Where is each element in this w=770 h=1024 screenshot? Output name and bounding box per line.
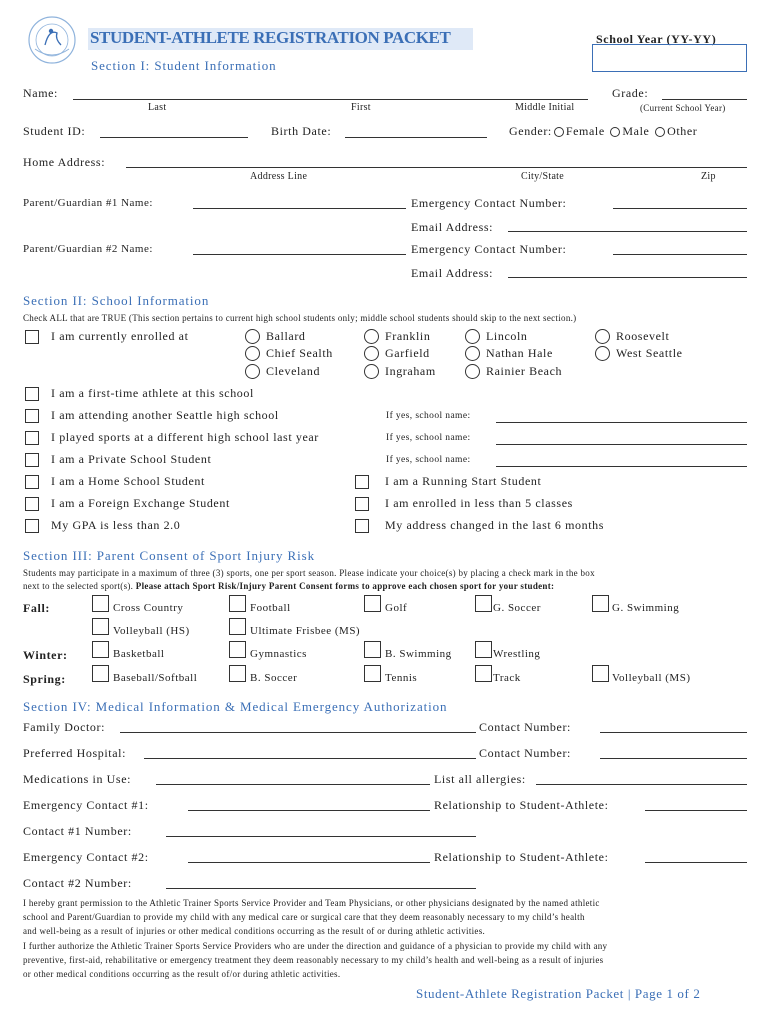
foreign-exchange-checkbox[interactable] [25,497,39,511]
sport-volleyball-ms-checkbox[interactable] [592,665,609,682]
school-lincoln-radio[interactable] [465,329,480,344]
sport-g-soccer-checkbox[interactable] [475,595,492,612]
section-3-intro-line1: Students may participate in a maximum of three (3) sports, one per sport season. Please indicate your choice(s) by placing a check mark in the box [23,568,595,578]
home-school-checkbox[interactable] [25,475,39,489]
emergency2-number-field[interactable] [613,254,747,255]
student-id-field[interactable] [100,137,248,138]
student-id-label: Student ID: [23,124,86,138]
family-doctor-field[interactable] [120,732,476,733]
relationship-1-label: Relationship to Student-Athlete: [434,798,609,812]
guardian1-label: Parent/Guardian #1 Name: [23,197,153,209]
sport-wrestling-checkbox[interactable] [475,641,492,658]
medications-field[interactable] [156,784,430,785]
gender-male-radio[interactable] [610,127,620,137]
email1-label: Email Address: [411,220,494,234]
emergency2-number-label: Emergency Contact Number: [411,242,567,256]
school-chief-sealth-label: Chief Sealth [266,346,333,360]
school-chief-sealth-radio[interactable] [245,346,260,361]
school-ingraham-radio[interactable] [364,364,379,379]
gender-female-label: Female [565,124,605,138]
relationship-1-field[interactable] [645,810,747,811]
school-ballard-radio[interactable] [245,329,260,344]
school-lincoln-label: Lincoln [486,329,528,343]
birth-date-field[interactable] [345,137,487,138]
zip-sublabel: Zip [701,171,716,182]
sport-football-checkbox[interactable] [229,595,246,612]
home-address-field[interactable] [126,167,747,168]
winter-label: Winter: [23,648,68,662]
less-than-5-classes-label: I am enrolled in less than 5 classes [385,496,573,510]
sport-track-checkbox[interactable] [475,665,492,682]
contact-1-number-field[interactable] [166,836,476,837]
page-footer [416,986,700,1002]
preferred-hospital-field[interactable] [144,758,476,759]
sport-g-swimming-label: G. Swimming [612,602,680,614]
school-cleveland-radio[interactable] [245,364,260,379]
spring-label: Spring: [23,672,66,686]
grade-field[interactable] [662,99,747,100]
enrolled-label: I am currently enrolled at [51,329,189,343]
section-1-heading: Section I: Student Information [91,58,277,73]
footer-page-number: 1 [666,986,674,1001]
if-yes-school-field-1[interactable] [496,422,747,423]
birth-date-label: Birth Date: [271,124,332,138]
guardian1-field[interactable] [193,208,406,209]
gpa-label: My GPA is less than 2.0 [51,518,181,532]
if-yes-label-3: If yes, school name: [386,455,471,465]
sport-basketball-checkbox[interactable] [92,641,109,658]
emergency-contact-2-field[interactable] [188,862,430,863]
school-year-field[interactable] [592,44,747,72]
page-title: STUDENT-ATHLETE REGISTRATION PACKET [90,28,451,47]
school-franklin-radio[interactable] [364,329,379,344]
hospital-contact-number-field[interactable] [600,758,747,759]
sport-golf-checkbox[interactable] [364,595,381,612]
school-cleveland-label: Cleveland [266,364,321,378]
emergency-contact-1-label: Emergency Contact #1: [23,798,149,812]
footer-text: Student-Athlete Registration Packet | Page [416,986,663,1001]
sport-track-label: Track [493,672,521,684]
school-rainier-beach-label: Rainier Beach [486,364,563,378]
sport-basketball-label: Basketball [113,648,165,660]
sport-baseball-softball-label: Baseball/Softball [113,672,198,684]
different-hs-last-year-checkbox[interactable] [25,431,39,445]
emergency1-number-label: Emergency Contact Number: [411,196,567,210]
sport-tennis-label: Tennis [385,672,418,684]
if-yes-label-2: If yes, school name: [386,433,471,443]
sport-golf-label: Golf [385,602,408,614]
another-seattle-hs-label: I am attending another Seattle high school [51,408,279,422]
sport-tennis-checkbox[interactable] [364,665,381,682]
guardian2-label: Parent/Guardian #2 Name: [23,243,153,255]
gpa-checkbox[interactable] [25,519,39,533]
sport-cross-country-checkbox[interactable] [92,595,109,612]
emergency1-number-field[interactable] [613,208,747,209]
authorization-para1-line3: and well-being as a result of injuries or other medical conditions occurring as the result of or during athletic activities. [23,926,486,936]
footer-of: of [677,986,690,1001]
gender-other-radio[interactable] [655,127,665,137]
name-field[interactable] [73,99,588,100]
sport-b-swimming-label: B. Swimming [385,648,452,660]
section-3-heading: Section III: Parent Consent of Sport Injury Risk [23,548,315,563]
school-ballard-label: Ballard [266,329,306,343]
family-doctor-label: Family Doctor: [23,720,106,734]
allergies-field[interactable] [536,784,747,785]
private-school-checkbox[interactable] [25,453,39,467]
address-line-sublabel: Address Line [250,171,308,182]
fall-label: Fall: [23,601,50,615]
different-hs-last-year-label: I played sports at a different high school last year [51,430,319,444]
if-yes-school-field-3[interactable] [496,466,747,467]
foreign-exchange-label: I am a Foreign Exchange Student [51,496,230,510]
authorization-para2-line1: I further authorize the Athletic Trainer Sports Service Providers who are under the direction and guidance of a physician to provide my child with any [23,941,608,951]
city-state-sublabel: City/State [521,171,564,182]
medications-label: Medications in Use: [23,772,132,786]
running-start-checkbox[interactable] [355,475,369,489]
school-west-seattle-label: West Seattle [616,346,683,360]
section-3-intro-b: next to the selected sport(s). [23,581,134,591]
athletic-department-logo [27,15,77,65]
middle-initial-sublabel: Middle Initial [515,102,575,113]
gender-label: Gender: [509,124,552,138]
authorization-para1-line1: I hereby grant permission to the Athletic Trainer Sports Service Provider and Team Physicians, or other physicians designated by the named athletic [23,898,600,908]
sport-volleyball-ms-label: Volleyball (MS) [612,672,691,684]
school-franklin-label: Franklin [385,329,431,343]
home-school-label: I am a Home School Student [51,474,205,488]
contact-1-number-label: Contact #1 Number: [23,824,132,838]
address-changed-checkbox[interactable] [355,519,369,533]
gender-female-radio[interactable] [554,127,564,137]
sport-baseball-softball-checkbox[interactable] [92,665,109,682]
guardian2-field[interactable] [193,254,406,255]
sport-cross-country-label: Cross Country [113,602,184,614]
first-sublabel: First [351,102,371,113]
school-west-seattle-radio[interactable] [595,346,610,361]
section-2-heading: Section II: School Information [23,293,210,308]
last-sublabel: Last [148,102,167,113]
sport-gymnastics-checkbox[interactable] [229,641,246,658]
section-3-intro-bold: Please attach Sport Risk/Injury Parent Consent forms to approve each chosen sport for your student: [135,581,555,591]
section-3-intro-line2 [23,581,554,591]
school-ingraham-label: Ingraham [385,364,436,378]
preferred-hospital-label: Preferred Hospital: [23,746,127,760]
sport-football-label: Football [250,602,291,614]
section-2-instructions: Check ALL that are TRUE (This section pertains to current high school students only; middle school students should skip to the next section.) [23,313,577,323]
school-garfield-radio[interactable] [364,346,379,361]
school-roosevelt-label: Roosevelt [616,329,670,343]
email2-field[interactable] [508,277,747,278]
email2-label: Email Address: [411,266,494,280]
sport-b-swimming-checkbox[interactable] [364,641,381,658]
running-start-label: I am a Running Start Student [385,474,542,488]
sport-wrestling-label: Wrestling [493,648,541,660]
school-nathan-hale-radio[interactable] [465,346,480,361]
sport-volleyball-hs-label: Volleyball (HS) [113,625,190,637]
footer-page-total: 2 [693,986,701,1001]
contact-2-number-field[interactable] [166,888,476,889]
relationship-2-label: Relationship to Student-Athlete: [434,850,609,864]
private-school-label: I am a Private School Student [51,452,212,466]
sport-g-swimming-checkbox[interactable] [592,595,609,612]
sport-ultimate-frisbee-checkbox[interactable] [229,618,246,635]
authorization-para1-line2: school and Parent/Guardian to provide my child with any medical care or surgical care that they deem reasonably necessary to my child’s health [23,912,585,922]
emergency-contact-2-label: Emergency Contact #2: [23,850,149,864]
enrolled-checkbox[interactable] [25,330,39,344]
contact-2-number-label: Contact #2 Number: [23,876,132,890]
relationship-2-field[interactable] [645,862,747,863]
another-seattle-hs-checkbox[interactable] [25,409,39,423]
email1-field[interactable] [508,231,747,232]
name-label: Name: [23,86,58,100]
school-rainier-beach-radio[interactable] [465,364,480,379]
home-address-label: Home Address: [23,155,106,169]
current-year-sublabel: (Current School Year) [640,103,726,113]
address-changed-label: My address changed in the last 6 months [385,518,605,532]
hospital-contact-number-label: Contact Number: [479,746,571,760]
gender-male-label: Male [622,124,650,138]
sport-gymnastics-label: Gymnastics [250,648,307,660]
gender-other-label: Other [667,124,698,138]
section-4-heading: Section IV: Medical Information & Medical Emergency Authorization [23,699,448,714]
school-year-label: School Year (YY-YY) [596,32,717,46]
grade-label: Grade: [612,86,649,100]
authorization-para2-line2: preventive, first-aid, rehabilitative or emergency treatment they deem reasonably necessary to my child’s health and well-being as a result of injuries [23,955,604,965]
if-yes-label-1: If yes, school name: [386,411,471,421]
emergency-contact-1-field[interactable] [188,810,430,811]
authorization-para2-line3: or other medical conditions occurring as the result of/or during athletic activities. [23,969,341,979]
allergies-label: List all allergies: [434,772,526,786]
less-than-5-classes-checkbox[interactable] [355,497,369,511]
if-yes-school-field-2[interactable] [496,444,747,445]
first-time-athlete-checkbox[interactable] [25,387,39,401]
school-nathan-hale-label: Nathan Hale [486,346,553,360]
sport-g-soccer-label: G. Soccer [493,602,541,614]
gender-group [509,124,697,139]
school-garfield-label: Garfield [385,346,430,360]
sport-volleyball-hs-checkbox[interactable] [92,618,109,635]
sport-b-soccer-label: B. Soccer [250,672,298,684]
sport-b-soccer-checkbox[interactable] [229,665,246,682]
school-roosevelt-radio[interactable] [595,329,610,344]
doctor-contact-number-label: Contact Number: [479,720,571,734]
sport-ultimate-frisbee-label: Ultimate Frisbee (MS) [250,625,361,637]
doctor-contact-number-field[interactable] [600,732,747,733]
first-time-athlete-label: I am a first-time athlete at this school [51,386,254,400]
